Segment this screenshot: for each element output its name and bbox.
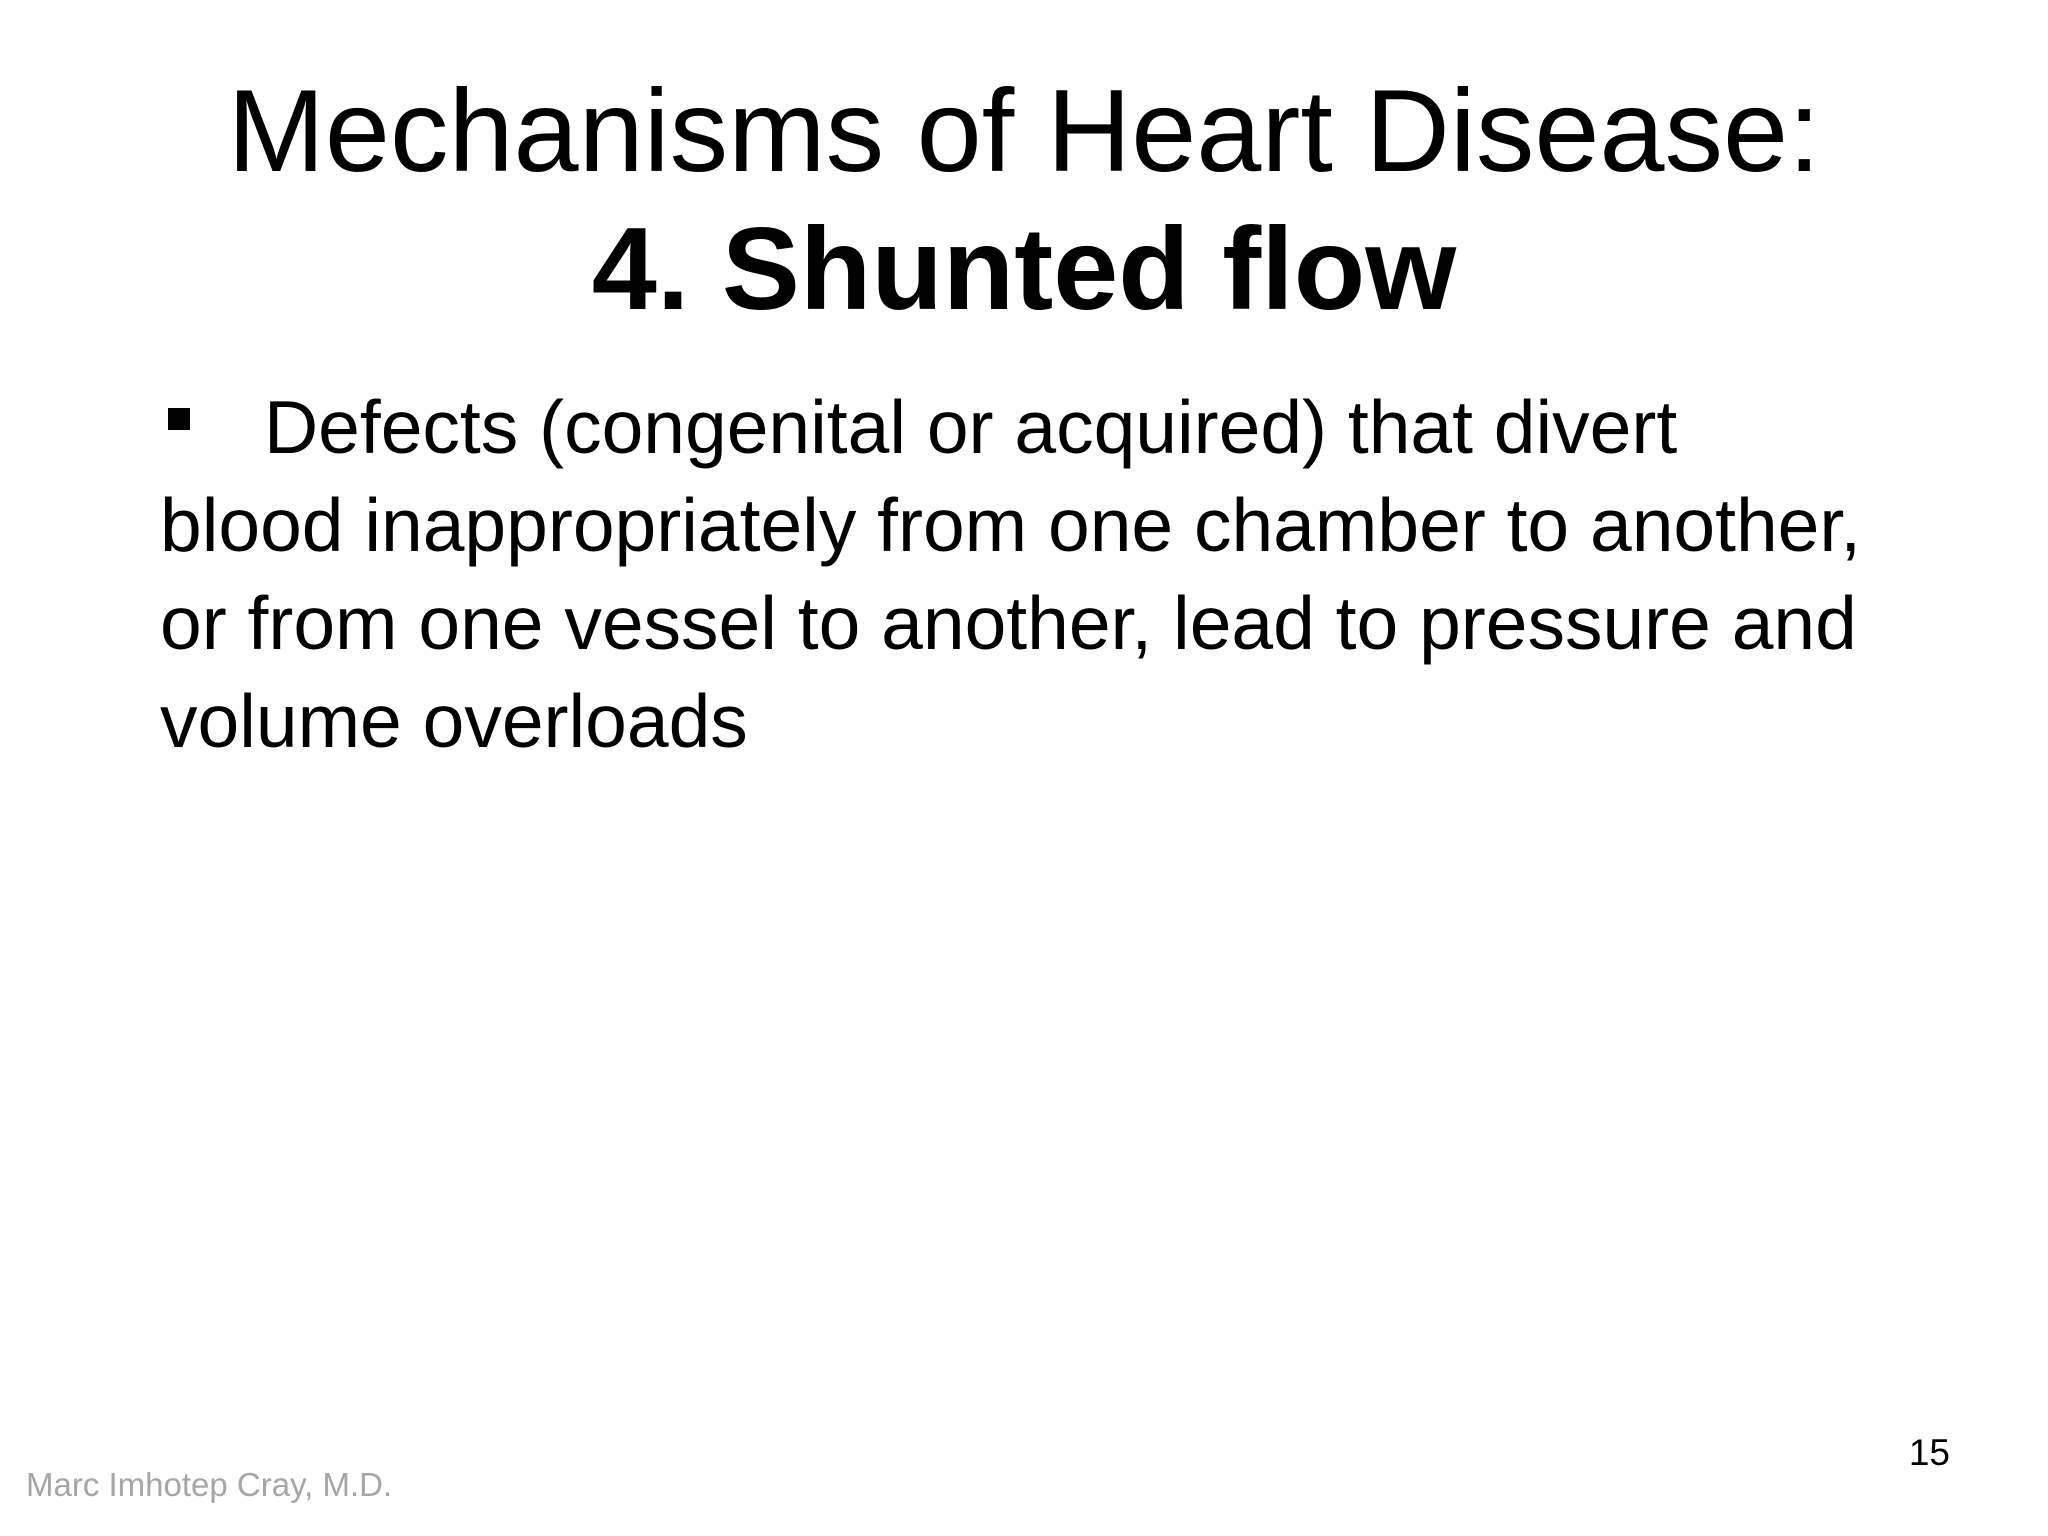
footer-author: Marc Imhotep Cray, M.D. (26, 1466, 393, 1503)
bullet-item (160, 378, 1880, 770)
title-line-2: 4. Shunted flow (591, 203, 1457, 334)
title-line-1: Mechanisms of Heart Disease: (227, 65, 1821, 196)
bullet-text: Defects (congenital or acquired) that divert blood inappropriately from one chamber to another, or from one vessel to another, lead to pressure and volume overloads (160, 385, 1862, 763)
slide-title (0, 62, 2048, 338)
square-bullet-icon (168, 408, 190, 430)
bullet-list (160, 378, 1880, 770)
page-number: 15 (1908, 1432, 1950, 1473)
